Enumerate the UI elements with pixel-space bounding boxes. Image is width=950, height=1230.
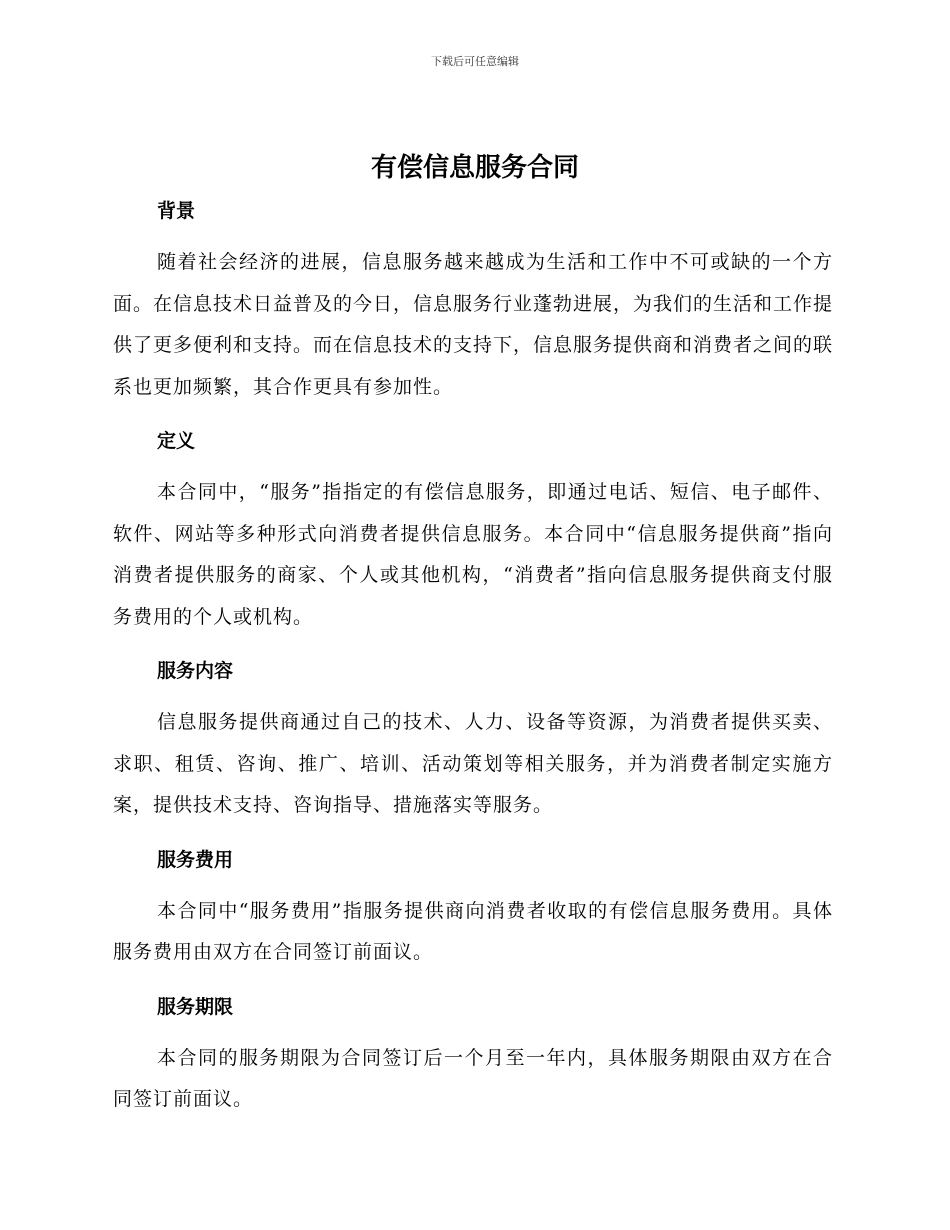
header-note: 下载后可任意编辑 [431,55,519,68]
section-paragraph: 随着社会经济的进展，信息服务越来越成为生活和工作中不可或缺的一个方面。在信息技术日益普及的今日，信息服务行业蓬勃进展，为我们的生活和工作提供了更多便利和支持。而在信息技术的支持下，信息服务提供商和消费者之间的联系也更加频繁，其合作更具有参加性。 [113,251,834,398]
section-service-content [113,650,833,839]
section-service-term [113,986,833,1121]
section-heading: 服务期限 [157,995,234,1018]
document-title: 有偿信息服务合同 [370,153,579,183]
section-heading: 服务内容 [157,660,234,682]
section-paragraph: 本合同的服务期限为合同签订后一个月至一年内，具体服务期限由双方在合同签订前面议。 [113,1046,833,1110]
section-paragraph: 信息服务提供商通过自己的技术、人力、设备等资源，为消费者提供买卖、求职、租赁、咨询、推广、培训、活动策划等相关服务，并为消费者制定实施方案，提供技术支持、咨询指导、措施落实等服务。 [113,711,833,816]
section-heading: 定义 [157,430,196,452]
document-body [113,190,833,1121]
section-background [113,190,833,420]
section-heading: 服务费用 [157,848,234,871]
section-heading: 背景 [157,200,196,222]
section-service-fee [113,839,833,986]
section-definition [113,420,833,650]
section-paragraph: 本合同中“服务费用”指服务提供商向消费者收取的有偿信息服务费用。具体服务费用由双方在合同签订前面议。 [113,899,833,963]
section-paragraph: 本合同中，“服务”指指定的有偿信息服务，即通过电话、短信、电子邮件、软件、网站等多种形式向消费者提供信息服务。本合同中“信息服务提供商”指向消费者提供服务的商家、个人或其他机构，“消费者”指向信息服务提供商支付服务费用的个人或机构。 [113,481,833,628]
